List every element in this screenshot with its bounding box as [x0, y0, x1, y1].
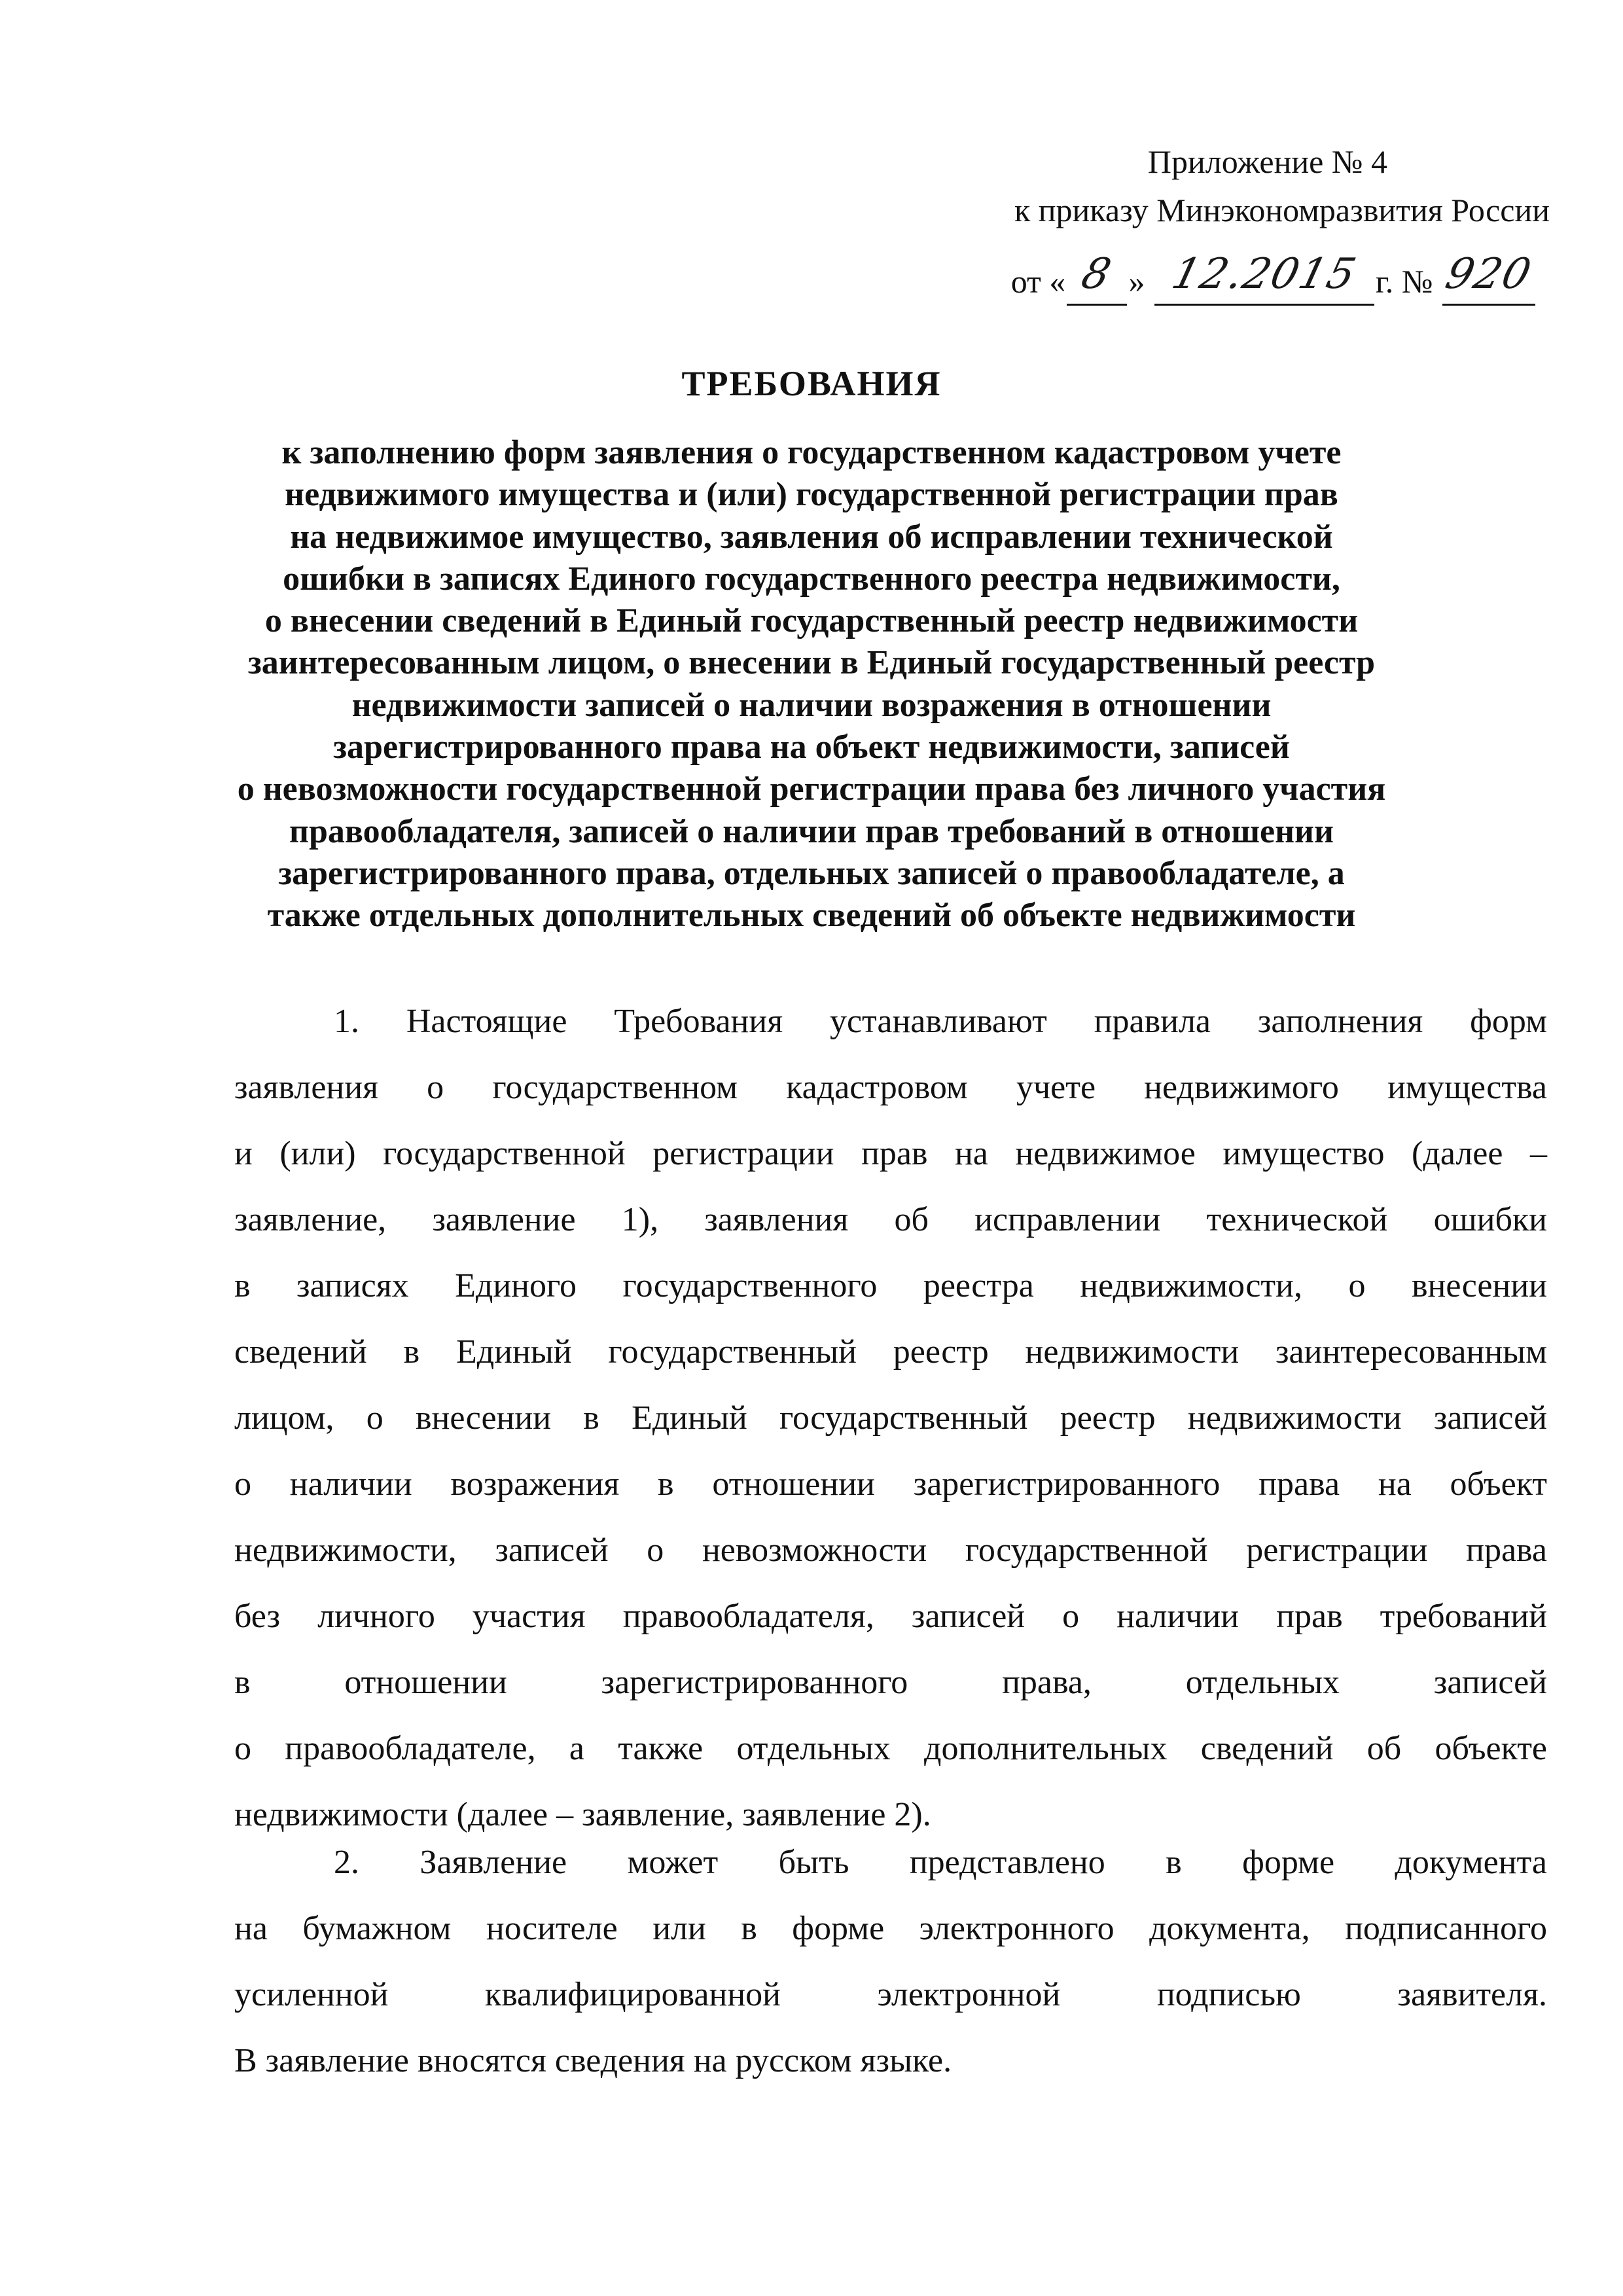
paragraph-line: недвижимости (далее – заявление, заявление 2). [234, 1796, 931, 1833]
handwritten-day: 8 [1077, 250, 1118, 298]
subtitle-line: недвижимости записей о наличии возражения в отношении [351, 686, 1272, 724]
subtitle-line: о невозможности государственной регистрации права без личного участия [237, 770, 1386, 808]
order-date-line [1010, 250, 1537, 327]
paragraph-line: недвижимости, записей о невозможности государственной регистрации права [234, 1532, 1547, 1569]
subtitle-line: правообладателя, записей о наличии прав требований в отношении [289, 812, 1334, 850]
subtitle-line: о внесении сведений в Единый государственный реестр недвижимости [264, 602, 1359, 640]
paragraph-line: в отношении зарегистрированного права, отдельных записей [234, 1664, 1547, 1701]
paragraph-line: на бумажном носителе или в форме электронного документа, подписанного [234, 1910, 1547, 1947]
order-year-suffix: г. № [1375, 263, 1433, 300]
subtitle-line: также отдельных дополнительных сведений об объекте недвижимости [267, 897, 1356, 935]
order-prefix: от « [1010, 263, 1066, 300]
order-day-blank [1067, 250, 1127, 306]
document-subtitle [196, 432, 1427, 937]
paragraph-2 [234, 1829, 1547, 2094]
subtitle-line: недвижимого имущества и (или) государственной регистрации прав [285, 476, 1338, 514]
document-title: ТРЕБОВАНИЯ [681, 364, 942, 403]
paragraph-line: без личного участия правообладателя, записей о наличии прав требований [234, 1598, 1547, 1635]
paragraph-line: и (или) государственной регистрации прав на недвижимое имущество (далее – [234, 1135, 1547, 1172]
handwritten-number: 920 [1440, 250, 1537, 298]
order-date-blank [1154, 250, 1374, 306]
handwritten-date: 12.2015 [1167, 250, 1362, 298]
subtitle-line: зарегистрированного права на объект недвижимости, записей [333, 728, 1290, 766]
subtitle-line: заинтересованным лицом, о внесении в Единый государственный реестр [247, 644, 1376, 682]
paragraph-line: В заявление вносятся сведения на русском языке. [234, 2042, 952, 2079]
paragraph-line: 1. Настоящие Требования устанавливают правила заполнения форм [334, 1003, 1547, 1040]
paragraph-line: сведений в Единый государственный реестр недвижимости заинтересованным [234, 1333, 1547, 1371]
order-mid: » [1128, 263, 1145, 300]
paragraph-1 [234, 988, 1547, 1848]
paragraph-line: лицом, о внесении в Единый государственный реестр недвижимости записей [234, 1399, 1547, 1437]
paragraph-line: заявления о государственном кадастровом учете недвижимого имущества [234, 1069, 1547, 1106]
subtitle-line: ошибки в записях Единого государственного реестра недвижимости, [283, 560, 1340, 598]
subtitle-line: зарегистрированного права, отдельных записей о правообладателе, а [278, 854, 1345, 892]
order-number-blank [1440, 250, 1537, 306]
appendix-number: Приложение № 4 [1147, 143, 1387, 180]
paragraph-line: усиленной квалифицированной электронной подписью заявителя. [234, 1976, 1547, 2013]
subtitle-line: на недвижимое имущество, заявления об исправлении технической [290, 518, 1333, 556]
paragraph-line: заявление, заявление 1), заявления об исправлении технической ошибки [234, 1201, 1547, 1238]
paragraph-line: о правообладателе, а также отдельных дополнительных сведений об объекте [234, 1730, 1547, 1767]
paragraph-line: 2. Заявление может быть представлено в форме документа [334, 1844, 1547, 1881]
subtitle-line: к заполнению форм заявления о государственном кадастровом учете [281, 434, 1342, 471]
paragraph-line: в записях Единого государственного реестра недвижимости, о внесении [234, 1267, 1547, 1304]
appendix-header [895, 137, 1550, 234]
paragraph-line: о наличии возражения в отношении зарегистрированного права на объект [234, 1465, 1547, 1503]
appendix-order-reference: к приказу Минэкономразвития России [1014, 192, 1550, 228]
